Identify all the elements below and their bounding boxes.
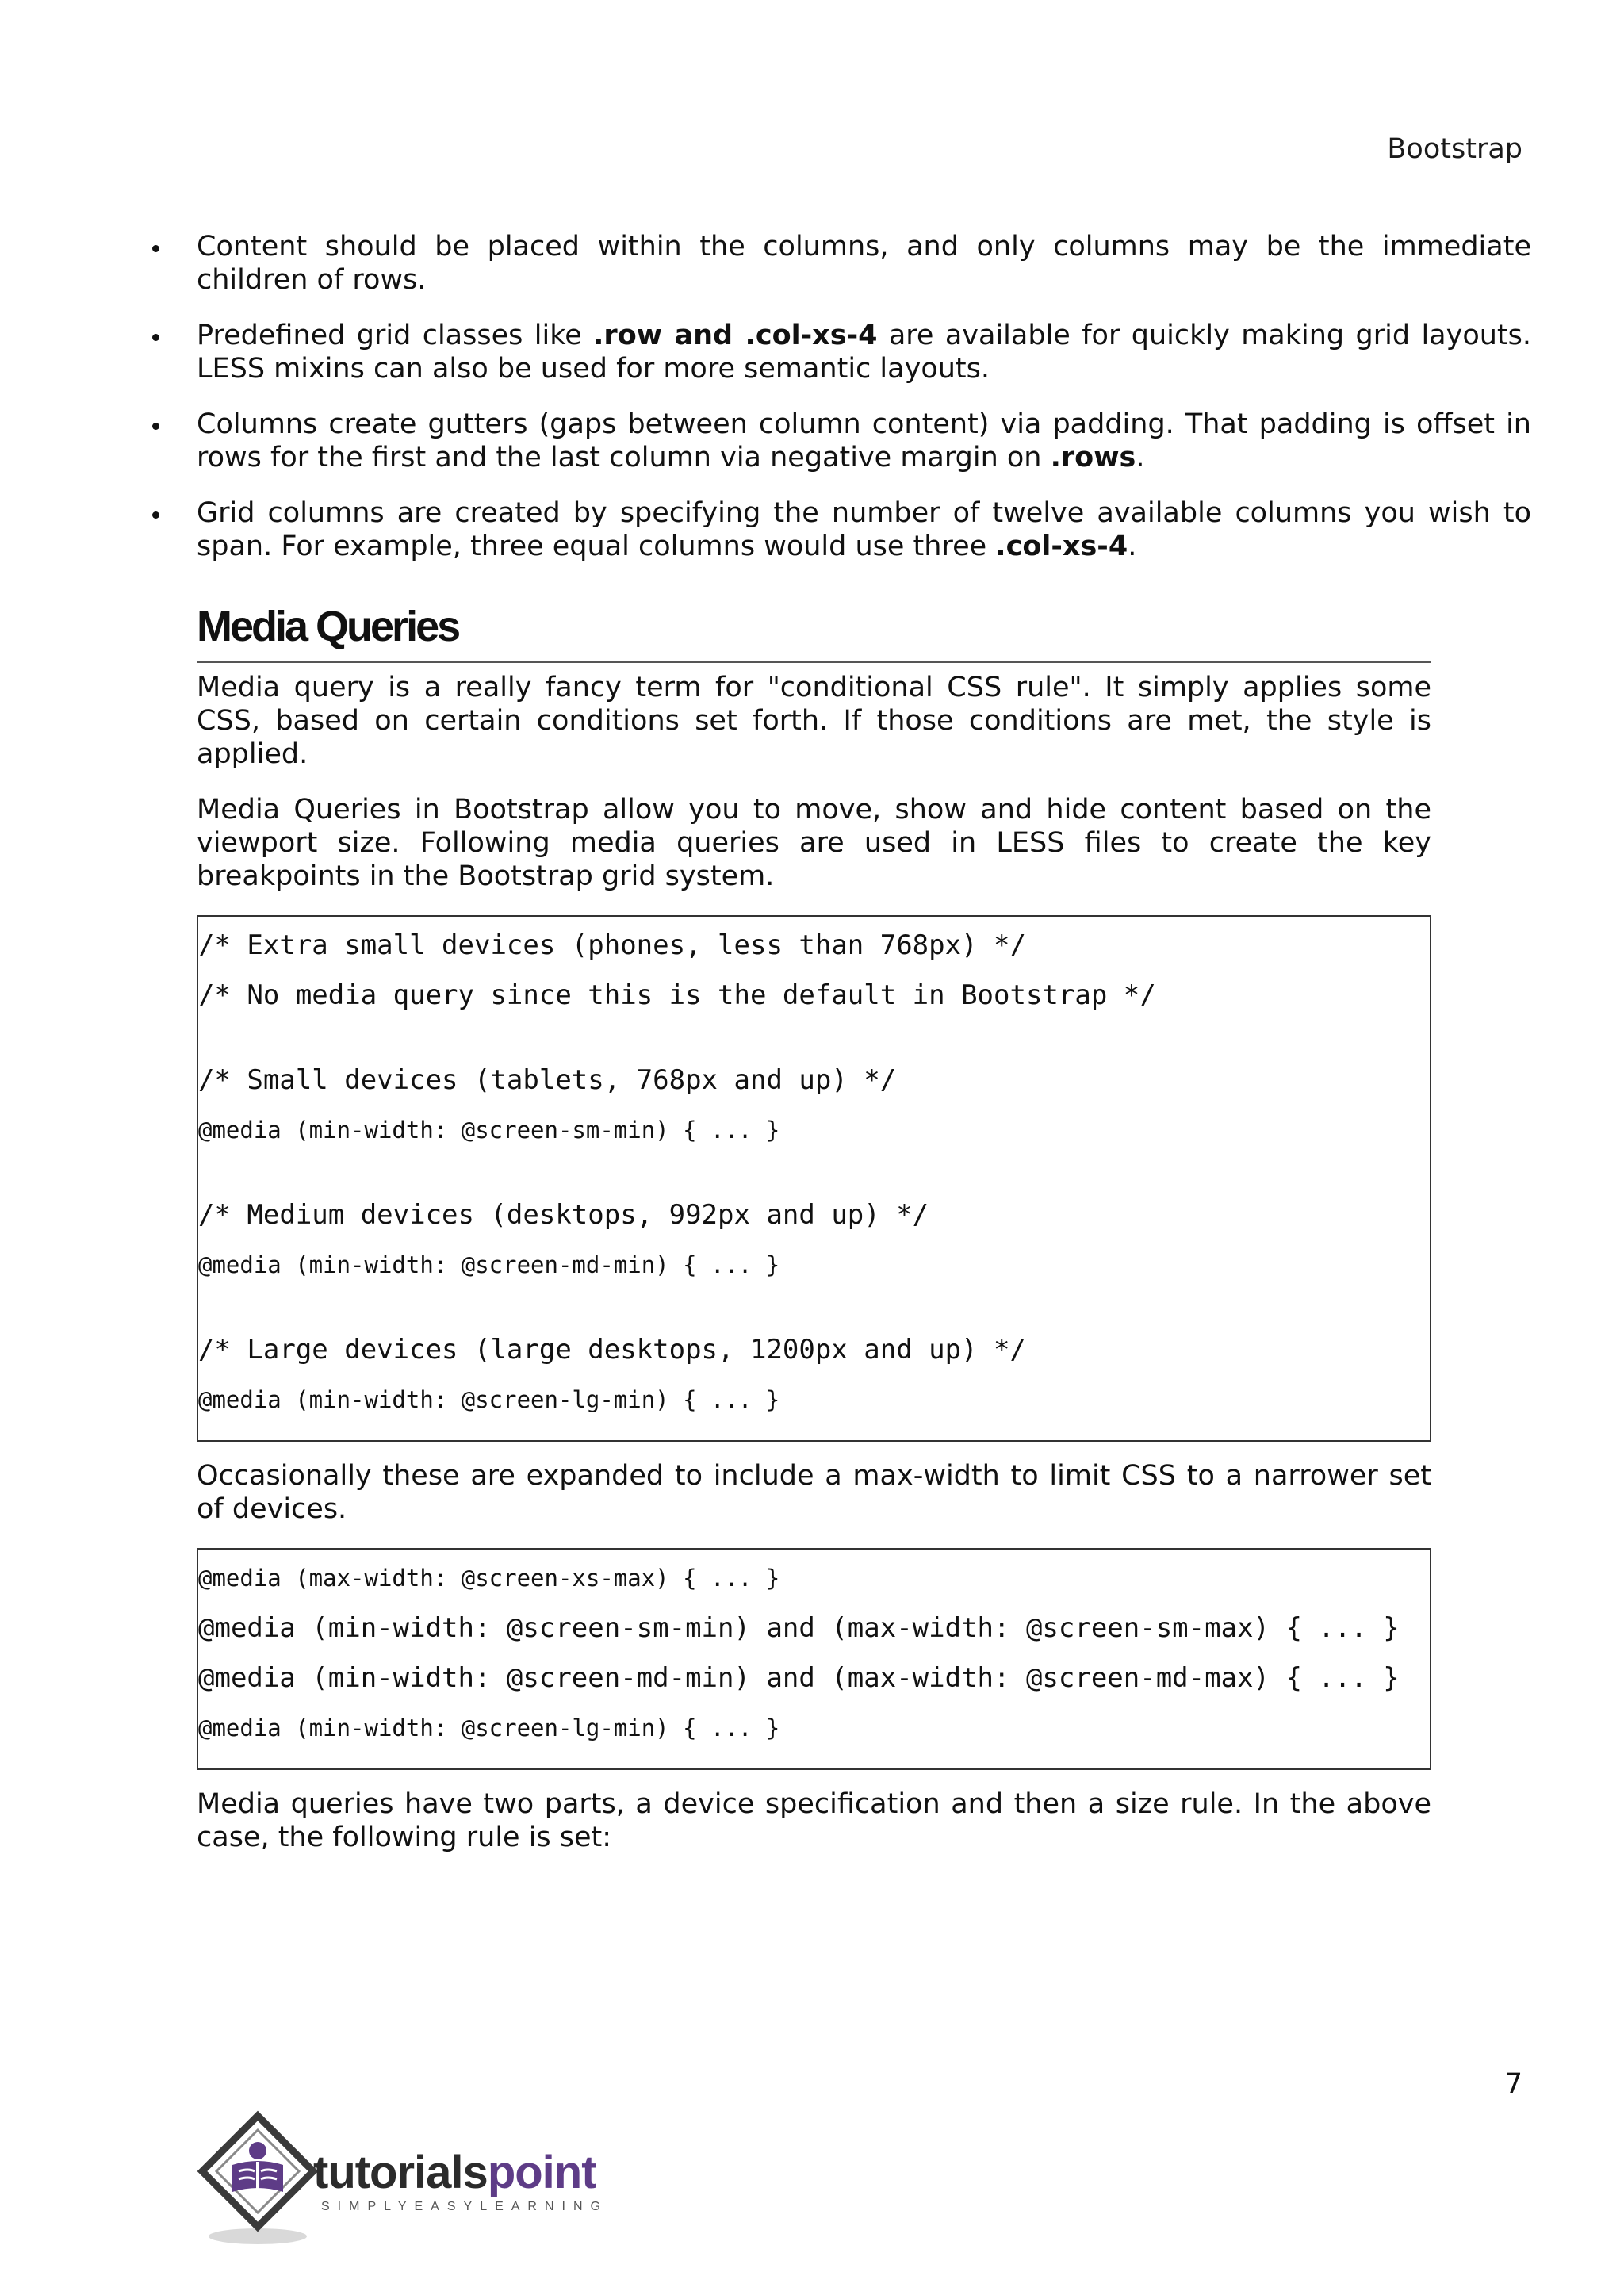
bullet-text: . xyxy=(1136,442,1145,473)
code-line: /* Medium devices (desktops, 992px and up) */ xyxy=(198,1199,929,1231)
logo-wordmark xyxy=(313,2149,596,2197)
code-block xyxy=(197,915,1431,1442)
paragraph: Occasionally these are expanded to include a max-width to limit CSS to a narrower set of devices. xyxy=(197,1460,1431,1525)
running-header: Bootstrap xyxy=(1387,133,1522,165)
logo-word-point: point xyxy=(487,2147,596,2198)
bullet-text: Grid columns are created by specifying the number of twelve available columns you wish to span. For example, three equal columns would use three xyxy=(197,497,1531,562)
paragraph: Media queries have two parts, a device specification and then a size rule. In the above case, the following rule is set: xyxy=(197,1788,1431,1853)
code-line: /* Small devices (tablets, 768px and up) */ xyxy=(198,1064,897,1096)
code-line: @media (max-width: @screen-xs-max) { ... } xyxy=(198,1565,780,1592)
bullet-code-term: .rows xyxy=(1050,442,1136,473)
code-line: @media (min-width: @screen-md-min) { ... } xyxy=(198,1251,780,1278)
tutorialspoint-logo xyxy=(194,2109,638,2248)
page-number: 7 xyxy=(1504,2068,1522,2100)
bullet-list xyxy=(197,230,1532,563)
code-line: @media (min-width: @screen-sm-min) { ... } xyxy=(198,1117,780,1144)
bullet-text: Predefined grid classes like xyxy=(197,320,594,351)
bullet-text: . xyxy=(1128,531,1137,562)
logo-word-tutorials: tutorials xyxy=(313,2147,488,2198)
code-line: @media (min-width: @screen-lg-min) { ... } xyxy=(198,1715,780,1741)
section-heading: Media Queries xyxy=(197,603,1431,663)
code-spacer xyxy=(198,1164,1430,1199)
bullet-code-term: .row and .col-xs-4 xyxy=(593,320,878,351)
paragraph: Media Queries in Bootstrap allow you to move, show and hide content based on the viewport size. Following media queries are used in LESS files to create the key breakpoints in the Bootstrap grid system. xyxy=(197,794,1431,892)
bullet-code-term: .col-xs-4 xyxy=(995,531,1128,562)
bullet-text: Columns create gutters (gaps between column content) via padding. That padding is offset in rows for the first and the last column via negative margin on xyxy=(197,408,1531,473)
logo-tagline: SIMPLYEASYLEARNING xyxy=(321,2200,608,2213)
code-spacer xyxy=(198,1029,1430,1064)
list-item xyxy=(98,319,1531,385)
code-line: @media (min-width: @screen-sm-min) and (max-width: @screen-sm-max) { ... } xyxy=(198,1612,1400,1644)
code-line: @media (min-width: @screen-lg-min) { ... } xyxy=(198,1386,780,1413)
code-line: @media (min-width: @screen-md-min) and (max-width: @screen-md-max) { ... } xyxy=(198,1662,1400,1694)
code-line: /* Large devices (large desktops, 1200px and up) */ xyxy=(198,1334,1026,1366)
code-block xyxy=(197,1548,1431,1770)
list-item xyxy=(98,408,1531,474)
bullet-text: Content should be placed within the columns, and only columns may be the immediate children of rows. xyxy=(197,231,1531,296)
paragraph: Media query is a really fancy term for "conditional CSS rule". It simply applies some CSS, based on certain conditions set forth. If those conditions are met, the style is applied. xyxy=(197,672,1431,770)
code-spacer xyxy=(198,1299,1430,1334)
page-content xyxy=(197,230,1532,1876)
code-line: /* Extra small devices (phones, less than 768px) */ xyxy=(198,929,1026,961)
logo-diamond-icon xyxy=(194,2109,321,2248)
code-line: /* No media query since this is the default in Bootstrap */ xyxy=(198,979,1156,1011)
list-item xyxy=(98,496,1531,563)
bullet-text: are available for quickly making grid layouts. LESS mixins can also be used for more semantic layouts. xyxy=(197,320,1532,385)
list-item xyxy=(98,230,1531,297)
